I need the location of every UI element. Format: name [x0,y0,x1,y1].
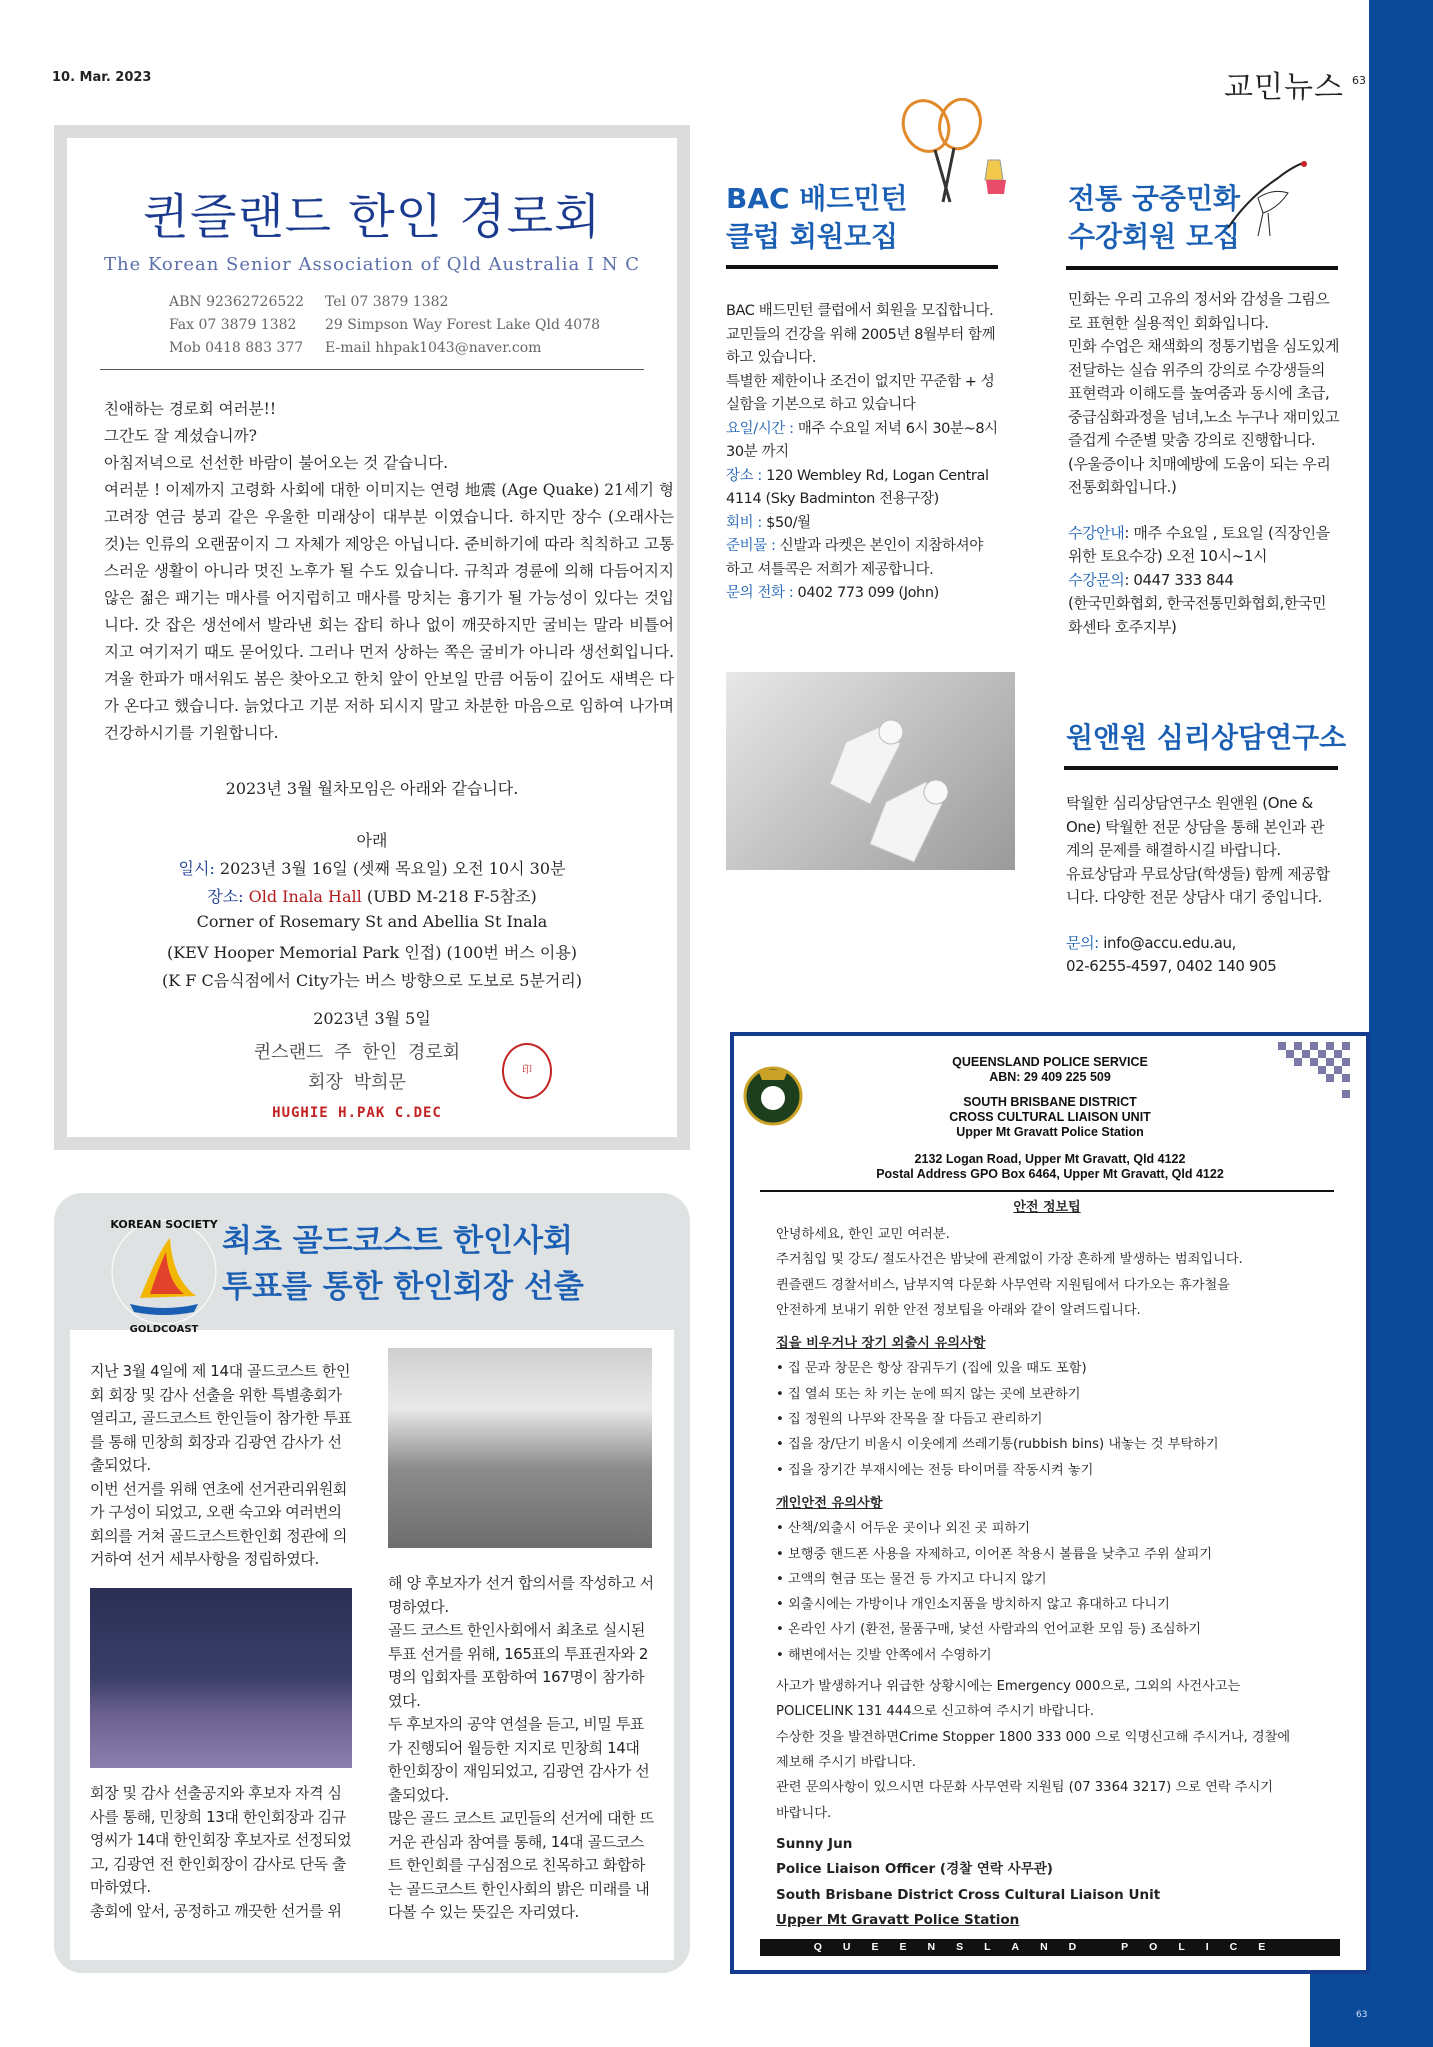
police-body [776,1222,1336,1826]
date-value: 2023년 3월 16일 (셋째 목요일) 오전 10시 30분 [214,859,566,878]
goldcoast-paragraph: 해 양 후보자가 선거 합의서를 작성하고 서명하였다. [388,1574,654,1616]
bac-contact-value: 0402 773 099 (John) [793,585,939,601]
senior-divider [100,369,644,370]
goldcoast-title-line: 투표를 통한 한인회장 선출 [222,1269,584,1305]
senior-title: 퀸즐랜드 한인 경로회 [142,189,602,245]
senior-address: 29 Simpson Way Forest Lake Qld 4078 [325,317,601,333]
trad-guide [1068,522,1340,569]
trad-inquiry-value: : 0447 333 844 [1124,570,1234,589]
goldcoast-paragraph: 많은 골드 코스트 교민들의 선거에 대한 뜨거운 관심과 참여를 통해, 14대 골드코스트 한인회를 구심점으로 친목하고 화합하는 골드코스트 한인사회의 밝은 미래를 내다볼 수 있는 뜻깊은 자리였다. [388,1809,654,1921]
goldcoast-society-logo [100,1208,228,1336]
spacer [1066,910,1338,932]
police-line: 수상한 것을 발견하면Crime Stopper 1800 333 000 으로 익명신고해 주시거나, 경찰에 [776,1729,1291,1745]
police-address [820,1152,1280,1182]
trad-org: (한국민화협회, 한국전통민화협회,한국민화센타 호주지부) [1068,594,1327,636]
trad-guide-label: 수강안내 [1068,523,1125,542]
police-line: POLICELINK 131 444으로 신고하여 주시기 바랍니다. [776,1704,1094,1720]
signer-name: Sunny Jun [776,1836,853,1852]
logo-bottom-text: GOLDCOAST [129,1324,199,1335]
goldcoast-paragraph: 지난 3월 4일에 제 14대 골드코스트 한인회 회장 및 감사 선출을 위한 특별총회가 열리고, 골드코스트 한인들이 참가한 투표를 통해 민창희 회장과 김광연 감사가 선출되었다. [90,1362,352,1474]
senior-date-line [67,856,677,879]
bac-paragraph: BAC 배드민턴 클럽에서 회원을 모집합니다. 교민들의 건강을 위해 2005년 8월부터 함께 하고 있습니다. [726,303,996,366]
senior-abn-block [169,291,304,360]
bac-prep [726,535,998,582]
police-address-line: 2132 Logan Road, Upper Mt Gravatt, Qld 4122 [914,1152,1186,1166]
place-name: Old Inala Hall [243,887,362,906]
list-item: • 산책/외출시 어두운 곳이나 외진 곳 피하기 [776,1516,1336,1541]
list-item: • 외출시에는 가방이나 개인소지품을 방치하지 않고 휴대하고 다니기 [776,1592,1336,1617]
trad-inquiry-label: 수강문의 [1068,570,1125,589]
goldcoast-col2 [388,1572,654,1925]
trad-guide-value: : 매주 수요일 , 토요일 (직장인을 위한 토요수강) 오전 10시~1시 [1068,523,1330,565]
police-district: SOUTH BRISBANE DISTRICT [963,1095,1137,1109]
goldcoast-title-line: 최초 골드코스트 한인사회 [222,1223,573,1259]
list-item: • 집 정원의 나무와 잔목을 잘 다듬고 관리하기 [776,1407,1336,1432]
trad-paragraph: (우울증이나 치매예방에 도움이 되는 우리 전통회화입니다.) [1068,454,1331,496]
senior-stamp [227,1038,487,1128]
senior-meeting: 2023년 3월 월차모임은 아래와 같습니다. [225,779,519,798]
goldcoast-col1-bottom [90,1782,354,1923]
police-address-line: Postal Address GPO Box 6464, Upper Mt Gravatt, Qld 4122 [876,1167,1224,1181]
police-unit: CROSS CULTURAL LIAISON UNIT [949,1110,1151,1124]
bac-title-line: 클럽 회원모집 [726,220,899,253]
counseling-phones: 02-6255-4597, 0402 140 905 [1066,957,1277,975]
bac-divider [726,265,998,269]
counseling-divider [1064,766,1338,770]
police-signature [776,1832,1196,1933]
counseling-paragraph: 유료상담과 무료상담(학생들) 함께 제공합니다. 다양한 전문 상담사 대기 중입니다. [1066,864,1330,906]
police-line: 안녕하세요, 한인 교민 여러분. [776,1227,950,1242]
bac-time-value: 매주 수요일 저녁 6시 30분~8시 30분 까지 [726,420,998,460]
list-item: • 해변에서는 깃발 안쪽에서 수영하기 [776,1643,1336,1668]
shuttlecock-icon [726,672,1015,870]
police-badge-icon [738,1058,808,1128]
bac-prep-label: 준비물 : [726,538,776,554]
logo-top-text: KOREAN SOCIETY [110,1218,218,1231]
election-photo [388,1348,652,1548]
trad-paragraph: 민화 수업은 채색화의 정통기법을 심도있게 전달하는 실습 위주의 강의로 수강생들의 표현력과 이해도를 높여줌과 동시에 초급, 중급심화과정을 넘녀,노소 누구나 재미있고 즐겁게 수준별 맞춤 강의로 진행합니다. [1068,337,1340,449]
bac-time-label: 요일/시간 : [726,420,794,437]
checker-pattern-icon [1278,1042,1358,1102]
police-line: 관련 문의사항이 있으시면 다문화 사무연락 지원팀 (07 3364 3217) 으로 연락 주시기 [776,1780,1273,1796]
senior-below: 아래 [356,831,388,850]
section-title: 교민뉴스 [1224,70,1344,105]
senior-tel: Tel 07 3879 1382 [325,294,449,310]
footer-page-number: 63 [1356,2010,1368,2020]
police-list-personal [776,1516,1336,1668]
bac-fee-value: $50/월 [761,514,811,531]
signer-title: Police Liaison Officer (경찰 연락 사무관) [776,1861,1053,1878]
senior-letter [104,396,674,747]
counseling-title: 원앤원 심리상담연구소 [1066,721,1347,754]
senior-contact-block [325,291,600,360]
counseling-contact-label: 문의: [1066,933,1099,952]
senior-abn: ABN 92362726522 [169,294,305,310]
senior-greeting: 그간도 잘 계셨습니까? [104,427,257,445]
stage-photo [90,1588,352,1768]
senior-body: 여러분 ! 이제까지 고령화 사회에 대한 이미지는 연령 地震 (Age Quake) 21세기 형 고려장 연금 붕괴 같은 우울한 미래상이 대부분 이였습니다. 하지만 장수 (오래사는것)는 인류의 오랜꿈이지 그 자체가 제앙은 아닙니다. 준비하기에 따라 칙칙하고 고통스러운 생활이 아니라 멋진 노후가 될 수도 있습니다. 규칙과 경륜에 의해 다듬어지지 않은 젊은 패기는 매사를 어지럽히고 매사를 망치는 흉기가 될 가능성이 있다는 것입니다. 갓 잡은 생선에서 발라낸 회는 잡티 하나 없이 깨끗하지만 굴비는 말라 비틀어지고 여기저기 때도 묻어있다. 그러나 먼저 상하는 쪽은 굴비가 아니라 생선회입니다. 겨울 한파가 매서워도 봄은 찾아오고 한치 앞이 안보일 만큼 어둠이 깊어도 새벽은 다가 온다고 했습니다. 늙었다고 기분 저하 되시지 말고 차분한 마음으로 임하여 나가며 건강하시기를 기원합니다. [104,481,674,742]
senior-kfc: (K F C음식점에서 City가는 버스 방향으로 도보로 5분거리) [161,971,583,990]
bac-contact-label: 문의 전화 : [726,585,794,601]
police-subject: 안전 정보팁 [1013,1200,1081,1215]
stamp-org: 퀸스랜드 주 한인 경로회 [253,1042,461,1063]
list-item: • 집을 장/단기 비울시 이웃에게 쓰레기통(rubbish bins) 내놓는 것 부탁하기 [776,1432,1336,1457]
bac-paragraph: 특별한 제한이나 조건이 없지만 꾸준함 + 성실함을 기본으로 하고 있습니다 [726,373,995,413]
police-heading: 집을 비우거나 장기 외출시 유의사항 [776,1336,986,1352]
list-item: • 고액의 현금 또는 물건 등 가지고 다니지 않기 [776,1567,1336,1592]
list-item: • 집 열쇠 또는 차 키는 눈에 띄지 않는 곳에 보관하기 [776,1382,1336,1407]
senior-greeting: 친애하는 경로회 여러분!! [104,400,277,418]
senior-place-line [67,884,677,907]
goldcoast-col1 [90,1360,354,1572]
list-item: • 집을 장기간 부재시에는 전등 타이머를 작동시켜 놓기 [776,1458,1336,1483]
trad-title [1068,180,1240,256]
crane-icon [1218,158,1313,238]
police-heading: 개인안전 유의사항 [776,1495,883,1511]
senior-association-box [54,125,690,1150]
badminton-racket-icon [888,98,1018,208]
trad-inquiry [1068,569,1340,593]
police-station: Upper Mt Gravatt Police Station [956,1125,1144,1139]
list-item: • 보행중 핸드폰 사용을 자제하고, 이어폰 착용시 볼륨을 낮추고 주위 살피기 [776,1542,1336,1567]
goldcoast-title [222,1218,584,1310]
bac-prep-value: 신발과 라켓은 본인이 지참하셔야 하고 셔틀콕은 저희가 제공합니다. [726,538,983,578]
counseling-email[interactable]: info@accu.edu.au, [1098,933,1236,952]
bac-title [726,180,908,256]
trad-title-line: 전통 궁중민화 [1068,182,1241,215]
bac-place-label: 장소 : [726,467,762,484]
police-line: 퀸즐랜드 경찰서비스, 남부지역 다문화 사무연락 지원팀에서 다가오는 휴가철을 [776,1277,1230,1293]
goldcoast-paragraph: 총회에 앞서, 공정하고 깨끗한 선거를 위 [90,1901,342,1920]
issue-date: 10. Mar. 2023 [52,70,152,85]
police-footer-bar: QUEENSLAND POLICE SERVICE [760,1939,1340,1956]
signer-station: Upper Mt Gravatt Police Station [776,1911,1020,1928]
senior-corner: Corner of Rosemary St and Abellia St Inala [196,912,548,931]
date-label: 일시: [178,859,215,878]
bac-title-line: BAC 배드민턴 [726,182,908,215]
list-item: • 온라인 사기 (환전, 물품구매, 낯선 사람과의 언어교환 모임 등) 조심하기 [776,1617,1336,1642]
police-line: 제보해 주시기 바랍니다. [776,1754,916,1770]
senior-park: (KEV Hooper Memorial Park 인접) (100번 버스 이용) [166,943,578,962]
spacer [1068,500,1340,522]
police-abn: ABN: 29 409 225 509 [989,1070,1111,1084]
trad-divider [1066,266,1338,270]
police-line: 바랍니다. [776,1805,832,1821]
bac-contact [726,582,998,606]
senior-subtitle: The Korean Senior Association of Qld Australia I N C [103,254,640,275]
police-line: 사고가 발생하거나 위급한 상황시에는 Emergency 000으로, 그외의 사건사고는 [776,1679,1241,1695]
list-item: • 집 문과 창문은 항상 잠궈두기 (집에 있을 때도 포함) [776,1356,1336,1381]
stamp-name: 회장 박희문 [308,1072,406,1093]
police-line: 안전하게 보내기 위한 안전 정보팁을 아래와 같이 알려드립니다. [776,1302,1141,1318]
signer-unit: South Brisbane District Cross Cultural Liaison Unit [776,1886,1161,1903]
senior-email: E-mail hhpak1043@naver.com [325,340,542,356]
trad-paragraph: 민화는 우리 고유의 정서와 감성을 그림으로 표현한 실용적인 회화입니다. [1068,290,1330,332]
police-list-home [776,1356,1336,1482]
senior-sign-date: 2023년 3월 5일 [313,1009,431,1028]
goldcoast-paragraph: 두 후보자의 공약 연설을 듣고, 비밀 투표가 진행되어 월등한 지지로 민창희 14대 한인회장이 재임되었고, 김광연 감사가 선출되었다. [388,1715,650,1804]
police-header [820,1055,1280,1140]
senior-mob: Mob 0418 883 377 [169,340,304,356]
senior-fax: Fax 07 3879 1382 [169,317,297,333]
bac-fee [726,512,998,536]
counseling-contact [1066,932,1338,956]
bac-time [726,418,998,465]
shuttlecock-photo [726,672,1015,870]
spacer [820,1085,1280,1095]
bac-place-value: 120 Wembley Rd, Logan Central 4114 (Sky Badminton 전용구장) [726,467,989,507]
police-line: 주거침입 및 강도/ 절도사건은 밤낮에 관계없이 가장 흔하게 발생하는 범죄입니다. [776,1252,1243,1268]
place-label: 장소: [207,887,244,906]
red-seal-icon: 印 [502,1043,552,1099]
counseling-body [1066,792,1338,979]
goldcoast-paragraph: 골드 코스트 한인사회에서 최초로 실시된 투표 선거를 위해, 165표의 투표권자와 2명의 입회자를 포함하여 167명이 참가하였다. [388,1621,649,1710]
senior-greeting: 아침저녁으로 선선한 바람이 불어오는 것 같습니다. [104,454,448,472]
trad-title-line: 수강회원 모집 [1068,220,1241,253]
goldcoast-paragraph: 회장 및 감사 선출공지와 후보자 자격 심사를 통해, 민창희 13대 한인회장과 김규영씨가 14대 한인회장 후보자로 선정되었고, 김광연 전 한인회장이 감사로 단독 출마하였다. [90,1784,352,1896]
stamp-english: HUGHIE H.PAK C.DEC [272,1105,442,1121]
place-rest: (UBD M-218 F-5참조) [361,887,537,906]
police-service: QUEENSLAND POLICE SERVICE [952,1055,1148,1069]
goldcoast-paragraph: 이번 선거를 위해 연초에 선거관리위원회가 구성이 되었고, 오랜 숙고와 여러번의 회의를 거쳐 골드코스트한인회 정관에 의거하여 선거 세부사항을 정립하였다. [90,1479,348,1568]
counseling-paragraph: 탁월한 심리상담연구소 원앤원 (One & One) 탁월한 전문 상담을 통해 본인과 관계의 문제를 해결하시길 바랍니다. [1066,794,1325,859]
page-number: 63 [1352,74,1366,87]
trad-body [1068,288,1340,639]
bac-fee-label: 회비 : [726,514,762,531]
police-divider [760,1190,1334,1192]
bac-place [726,465,998,512]
bac-body [726,300,998,606]
